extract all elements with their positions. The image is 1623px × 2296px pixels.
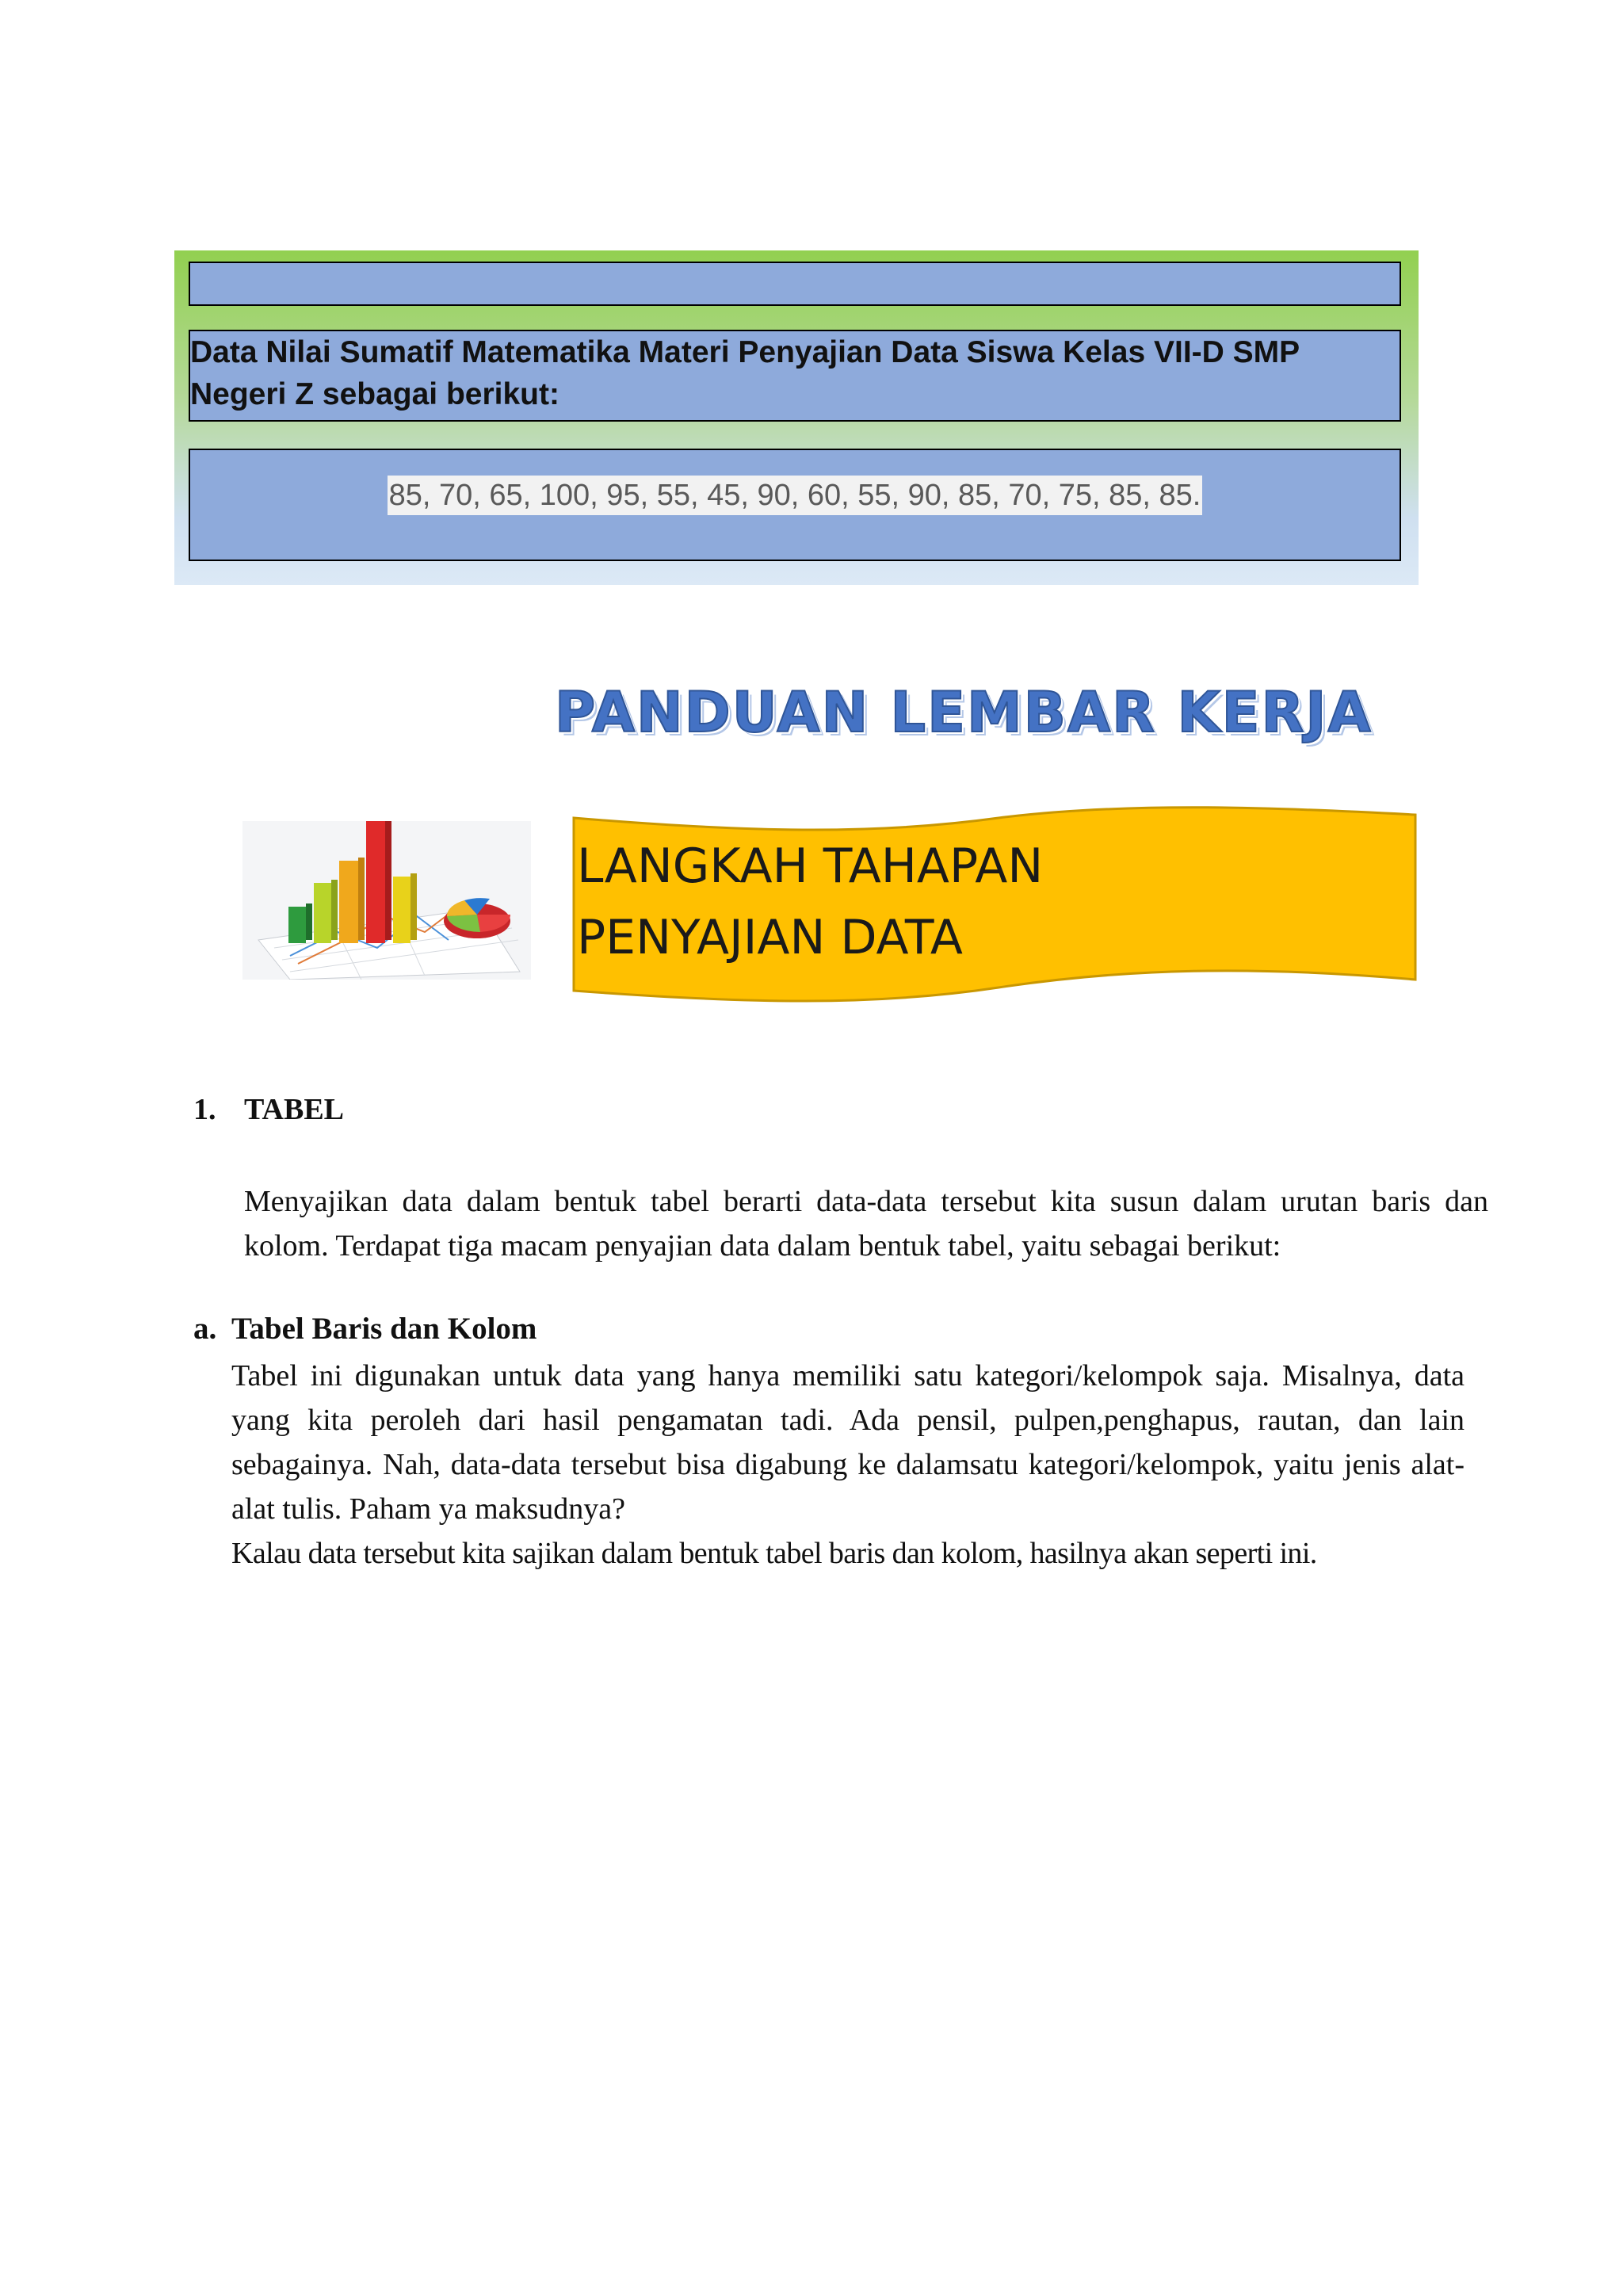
data-values: 85, 70, 65, 100, 95, 55, 45, 90, 60, 55, 90, 85, 70, 75, 85, 85. bbox=[388, 476, 1203, 515]
chart-illustration-image bbox=[242, 821, 531, 980]
section-intro: Menyajikan data dalam bentuk tabel berarti data-data tersebut kita susun dalam urutan baris dan kolom. Terdapat tiga macam penyajian data dalam bentuk tabel, yaitu sebagai berikut: bbox=[244, 1185, 1488, 1263]
banner-text bbox=[577, 831, 1369, 973]
guide-title: PANDUAN LEMBAR KERJA bbox=[555, 680, 1373, 745]
section-title: TABEL bbox=[244, 1093, 345, 1126]
subsection-closing: Kalau data tersebut kita sajikan dalam bentuk tabel baris dan kolom, hasilnya akan seperti ini. bbox=[231, 1537, 1317, 1570]
banner-line-2: PENYAJIAN DATA bbox=[577, 910, 963, 965]
section-number: 1. bbox=[193, 1093, 216, 1126]
banner-line-1: LANGKAH TAHAPAN bbox=[577, 839, 1044, 894]
section-heading bbox=[193, 1092, 344, 1127]
data-title: Data Nilai Sumatif Matematika Materi Penyajian Data Siswa Kelas VII-D SMP Negeri Z sebagai berikut: bbox=[189, 330, 1401, 422]
subsection-heading bbox=[193, 1311, 537, 1347]
subsection-letter: a. bbox=[193, 1312, 217, 1346]
blank-bar bbox=[189, 262, 1401, 306]
subsection-body: Tabel ini digunakan untuk data yang hanya memiliki satu kategori/kelompok saja. Misalnya, data yang kita peroleh dari hasil pengamatan tadi. Ada pensil, pulpen,penghapus, rautan, dan lain sebagainya. Nah, data-data tersebut bisa digabung ke dalamsatu kategori/kelompok, yaitu jenis alat-alat tulis. Paham ya maksudnya? bbox=[231, 1359, 1465, 1526]
data-values-box bbox=[189, 449, 1401, 561]
subsection-title: Tabel Baris dan Kolom bbox=[231, 1312, 537, 1346]
